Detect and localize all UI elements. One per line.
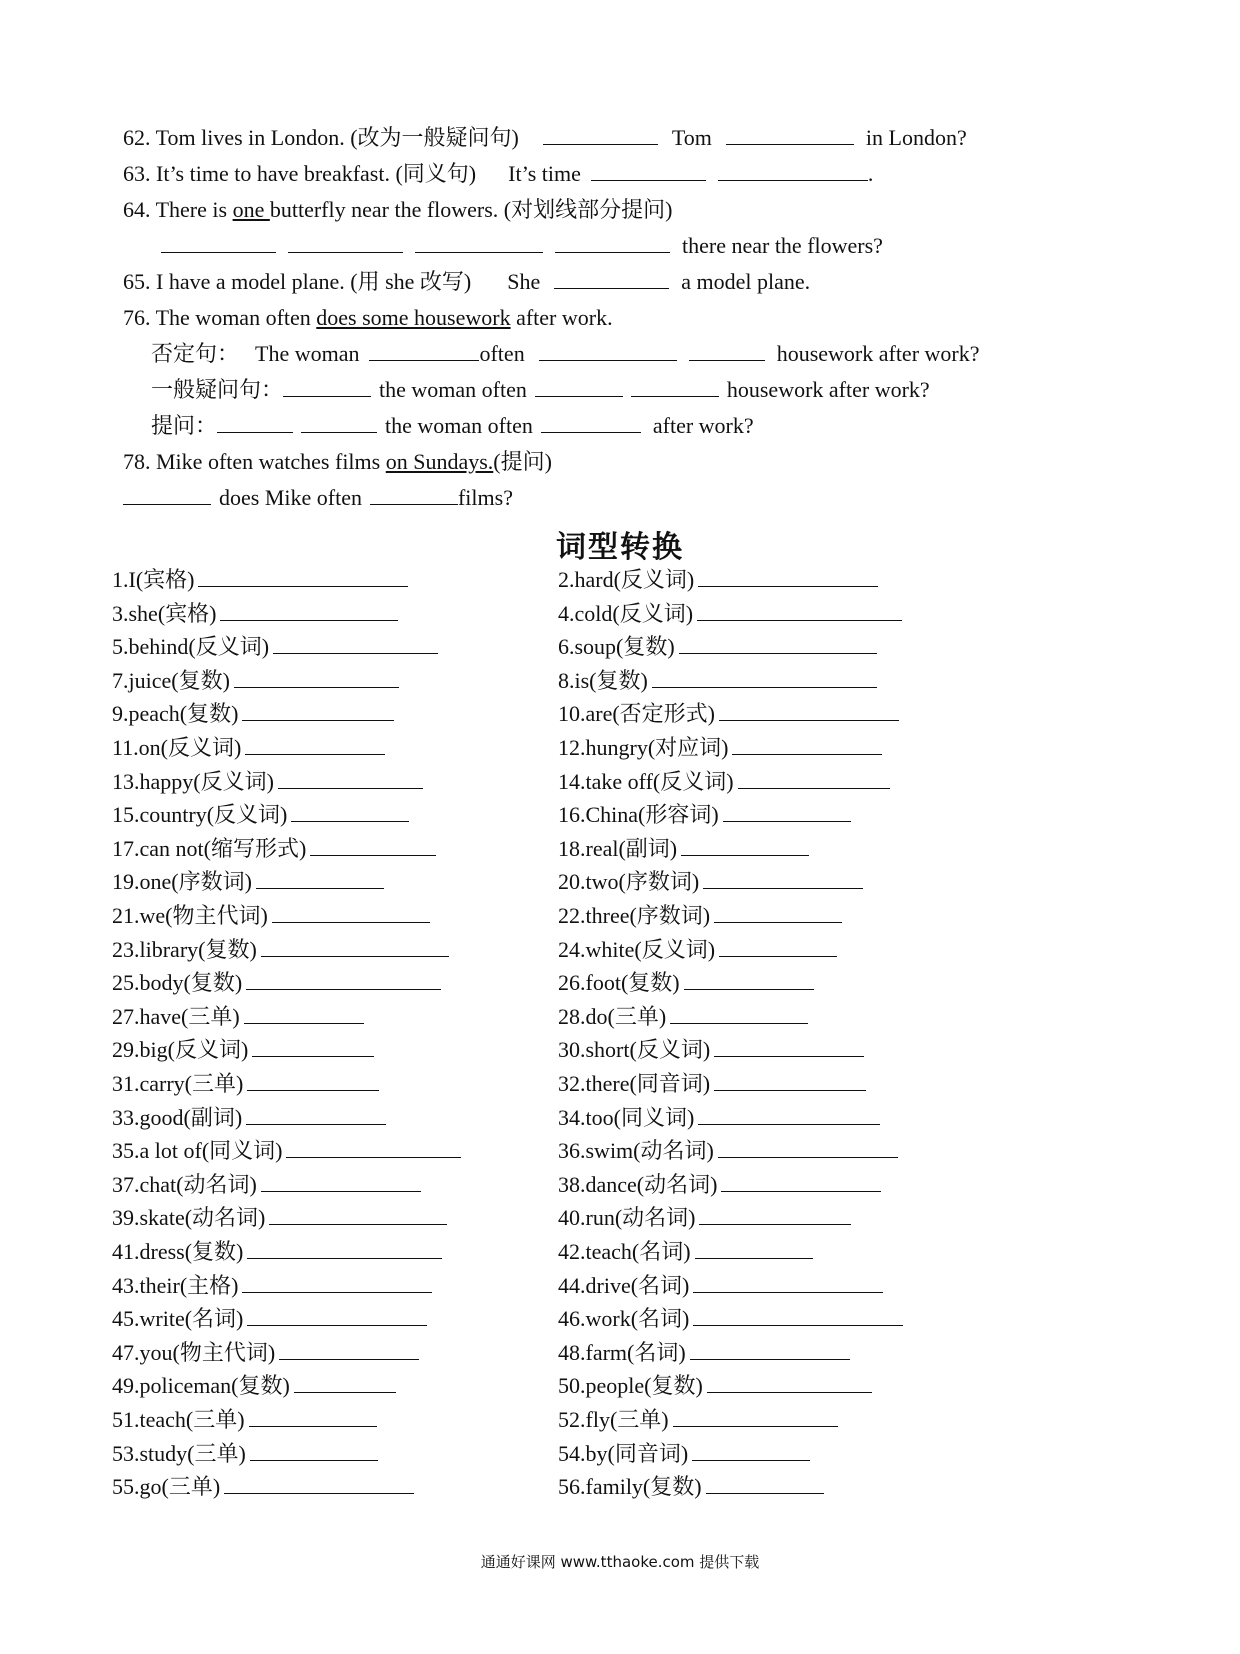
answer-blank[interactable] [679,633,877,654]
word-form-item [112,633,438,661]
answer-blank[interactable] [718,1137,898,1158]
item-prompt: 51.teach(三单) [112,1407,245,1432]
item-prompt: 27.have(三单) [112,1003,240,1029]
word-form-item [112,1473,414,1501]
answer-blank[interactable] [261,1171,421,1192]
item-prompt: 48.farm(名词) [558,1339,686,1365]
word-form-item [558,1070,866,1098]
question-text: 62. Tom lives in London. (改为一般疑问句) [123,125,519,150]
item-prompt: 14.take off(反义词) [558,768,734,794]
word-form-item [558,969,814,997]
question-ending: housework after work? [776,341,980,366]
item-prompt: 28.do(三单) [558,1003,667,1029]
word-form-item [112,1339,419,1367]
answer-blank[interactable] [246,969,441,990]
question-text: often [479,341,525,366]
item-prompt: 3.she(宾格) [112,600,217,626]
word-form-item [558,1204,851,1232]
item-prompt: 17.can not(缩写形式) [112,835,307,861]
word-form-item [112,667,399,695]
answer-blank[interactable] [719,700,899,721]
answer-blank[interactable] [242,700,394,721]
negative-label: 否定句： [151,341,240,366]
answer-blank[interactable] [690,1339,850,1360]
question-text: the woman often [385,413,533,438]
word-form-item [112,1372,396,1400]
item-prompt: 40.run(动名词) [558,1205,696,1231]
word-form-item [112,1440,378,1468]
question-text: 64. There is [123,197,233,222]
item-prompt: 13.happy(反义词) [112,768,274,794]
answer-blank[interactable] [732,734,882,755]
answer-blank[interactable] [256,868,384,889]
word-form-item [112,1305,427,1333]
answer-blank[interactable] [246,1104,386,1125]
item-prompt: 11.on(反义词) [112,735,242,760]
item-prompt: 39.skate(动名词) [112,1205,266,1231]
word-form-item [112,1204,447,1232]
word-form-item [112,835,436,863]
underlined-part: does some housework [316,305,511,330]
word-form-item [112,1406,377,1434]
word-form-item [558,835,809,863]
item-prompt: 7.juice(复数) [112,667,230,693]
item-prompt: 16.China(形容词) [558,802,719,828]
answer-blank[interactable] [703,868,863,889]
answer-blank[interactable] [718,160,868,181]
item-prompt: 22.three(序数词) [558,903,711,928]
answer-blank[interactable] [220,600,398,621]
item-prompt: 56.family(复数) [558,1474,702,1500]
answer-blank[interactable] [244,1003,364,1024]
item-prompt: 29.big(反义词) [112,1037,249,1063]
answer-blank[interactable] [692,1440,810,1461]
item-prompt: 37.chat(动名词) [112,1171,257,1197]
item-prompt: 35.a lot of(同义词) [112,1138,283,1164]
word-form-item [112,868,384,896]
question-text: The woman [255,341,360,366]
answer-blank[interactable] [681,835,809,856]
word-form-item [558,566,878,594]
word-form-item [558,700,899,728]
answer-blank[interactable] [123,484,211,505]
answer-blank[interactable] [693,1272,883,1293]
question-ending: after work? [652,413,754,438]
question-text: 78. Mike often watches films [123,449,386,474]
word-form-item [558,600,902,628]
answer-blank[interactable] [278,768,423,789]
word-form-item [558,667,877,695]
item-prompt: 21.we(物主代词) [112,903,268,928]
item-prompt: 38.dance(动名词) [558,1171,718,1197]
item-prompt: 18.real(副词) [558,835,678,861]
question-word: It’s time [508,161,581,186]
word-form-item [112,600,398,628]
answer-blank[interactable] [670,1003,808,1024]
item-prompt: 41.dress(复数) [112,1239,244,1264]
question-text: films? [457,485,513,510]
question-word: Tom [671,125,712,150]
word-form-item [558,1171,881,1199]
item-prompt: 26.foot(复数) [558,970,680,996]
section-title: 词型转换 [556,530,684,565]
item-prompt: 5.behind(反义词) [112,634,270,660]
answer-blank[interactable] [273,633,438,654]
answer-blank[interactable] [698,1104,880,1125]
answer-blank[interactable] [370,484,458,505]
item-prompt: 6.soup(复数) [558,634,675,660]
word-form-item [112,1238,442,1266]
word-form-item [558,633,877,661]
word-form-item [112,768,423,796]
word-form-item [558,1339,850,1367]
item-prompt: 4.cold(反义词) [558,600,694,626]
word-form-item [558,734,882,762]
item-prompt: 42.teach(名词) [558,1239,691,1264]
item-prompt: 31.carry(三单) [112,1071,244,1096]
answer-blank[interactable] [247,1305,427,1326]
answer-blank[interactable] [541,412,641,433]
answer-blank[interactable] [693,1305,903,1326]
item-prompt: 2.hard(反义词) [558,567,695,592]
answer-blank[interactable] [294,1372,396,1393]
word-form-item [112,1104,386,1132]
item-prompt: 43.their(主格) [112,1272,239,1298]
answer-blank[interactable] [697,600,902,621]
item-prompt: 33.good(副词) [112,1104,243,1130]
question-ending: there near the flowers? [682,233,883,258]
word-form-item [112,1003,364,1031]
item-prompt: 25.body(复数) [112,970,243,996]
word-form-item [112,1070,379,1098]
word-form-item [112,700,394,728]
item-prompt: 36.swim(动名词) [558,1138,714,1164]
answer-blank[interactable] [721,1171,881,1192]
word-form-item [558,801,851,829]
word-form-item [558,902,842,930]
answer-blank[interactable] [695,1238,813,1259]
item-prompt: 20.two(序数词) [558,869,700,895]
word-form-item [112,1137,461,1165]
word-form-item [558,1104,880,1132]
answer-blank[interactable] [738,768,890,789]
question-ending: a model plane. [681,269,811,294]
item-prompt: 19.one(序数词) [112,869,252,895]
answer-blank[interactable] [252,1036,374,1057]
item-prompt: 30.short(反义词) [558,1037,711,1063]
answer-blank[interactable] [224,1473,414,1494]
underlined-part: on Sundays. [385,449,494,474]
answer-blank[interactable] [714,1036,864,1057]
item-prompt: 1.I(宾格) [112,567,195,592]
item-prompt: 12.hungry(对应词) [558,735,729,760]
answer-blank[interactable] [247,1070,379,1091]
answer-blank[interactable] [698,566,878,587]
word-form-item [112,969,441,997]
item-prompt: 47.you(物主代词) [112,1339,276,1365]
item-prompt: 32.there(同音词) [558,1071,711,1096]
item-prompt: 34.too(同义词) [558,1104,695,1130]
question-ending: in London? [865,125,967,150]
item-prompt: 49.policeman(复数) [112,1373,290,1399]
item-prompt: 8.is(复数) [558,667,648,693]
word-form-item [112,1036,374,1064]
item-prompt: 50.people(复数) [558,1373,703,1399]
word-form-item [112,566,408,594]
answer-blank[interactable] [652,667,877,688]
question-text: does Mike often [219,485,362,510]
answer-blank[interactable] [245,734,385,755]
word-form-item [558,1137,898,1165]
answer-blank[interactable] [261,936,449,957]
word-form-item [558,1372,872,1400]
answer-blank[interactable] [699,1204,851,1225]
question-text: 76. The woman often [123,305,317,330]
item-prompt: 54.by(同音词) [558,1440,689,1466]
answer-blank[interactable] [234,667,399,688]
question-ending: housework after work? [726,377,930,402]
question-text: the woman often [379,377,527,402]
answer-blank[interactable] [719,936,837,957]
word-form-item [558,1036,864,1064]
word-form-item [112,734,385,762]
word-form-item [558,1238,813,1266]
item-prompt: 24.white(反义词) [558,936,716,962]
word-form-item [558,1003,808,1031]
answer-blank[interactable] [673,1406,838,1427]
question-ending: . [867,161,874,186]
item-prompt: 53.study(三单) [112,1440,246,1466]
item-prompt: 55.go(三单) [112,1474,221,1500]
item-prompt: 9.peach(复数) [112,701,239,727]
question-text: (提问) [493,449,552,474]
answer-blank[interactable] [269,1204,447,1225]
answer-blank[interactable] [684,969,814,990]
item-prompt: 44.drive(名词) [558,1272,690,1298]
word-form-item [558,1473,824,1501]
answer-blank[interactable] [198,566,408,587]
answer-blank[interactable] [249,1406,377,1427]
question-word: She [507,269,541,294]
answer-blank[interactable] [714,1070,866,1091]
question-text: 65. I have a model plane. (用 she 改写) [123,269,472,294]
word-form-item [558,1305,903,1333]
question-text: butterfly near the flowers. (对划线部分提问) [269,197,673,222]
word-form-item [558,868,863,896]
word-form-item [112,1171,421,1199]
word-form-item [112,1272,432,1300]
item-prompt: 45.write(名词) [112,1306,244,1332]
word-form-item [112,936,449,964]
word-form-item [558,936,837,964]
answer-blank[interactable] [279,1339,419,1360]
item-prompt: 15.country(反义词) [112,802,288,828]
general-question-label: 一般疑问句： [151,377,284,402]
answer-blank[interactable] [250,1440,378,1461]
answer-blank[interactable] [286,1137,461,1158]
wh-question-label: 提问： [151,413,218,438]
question-78-answer [112,456,513,512]
answer-blank[interactable] [714,902,842,923]
word-form-item [112,902,430,930]
word-form-item [558,1272,883,1300]
footer: 通通好课网 www.tthaoke.com 提供下载 [480,1553,760,1571]
answer-blank[interactable] [247,1238,442,1259]
answer-blank[interactable] [310,835,436,856]
answer-blank[interactable] [707,1372,872,1393]
item-prompt: 46.work(名词) [558,1306,690,1332]
answer-blank[interactable] [272,902,430,923]
answer-blank[interactable] [291,801,409,822]
question-text: 63. It’s time to have breakfast. (同义句) [123,161,477,186]
word-form-item [112,801,409,829]
word-form-item [558,1406,838,1434]
item-prompt: 10.are(否定形式) [558,701,716,727]
item-prompt: 23.library(复数) [112,936,257,962]
word-form-item [558,1440,810,1468]
answer-blank[interactable] [706,1473,824,1494]
word-form-item [558,768,890,796]
underlined-part: one [232,197,270,222]
question-text: after work. [510,305,613,330]
answer-blank[interactable] [242,1272,432,1293]
answer-blank[interactable] [723,801,851,822]
item-prompt: 52.fly(三单) [558,1407,669,1432]
